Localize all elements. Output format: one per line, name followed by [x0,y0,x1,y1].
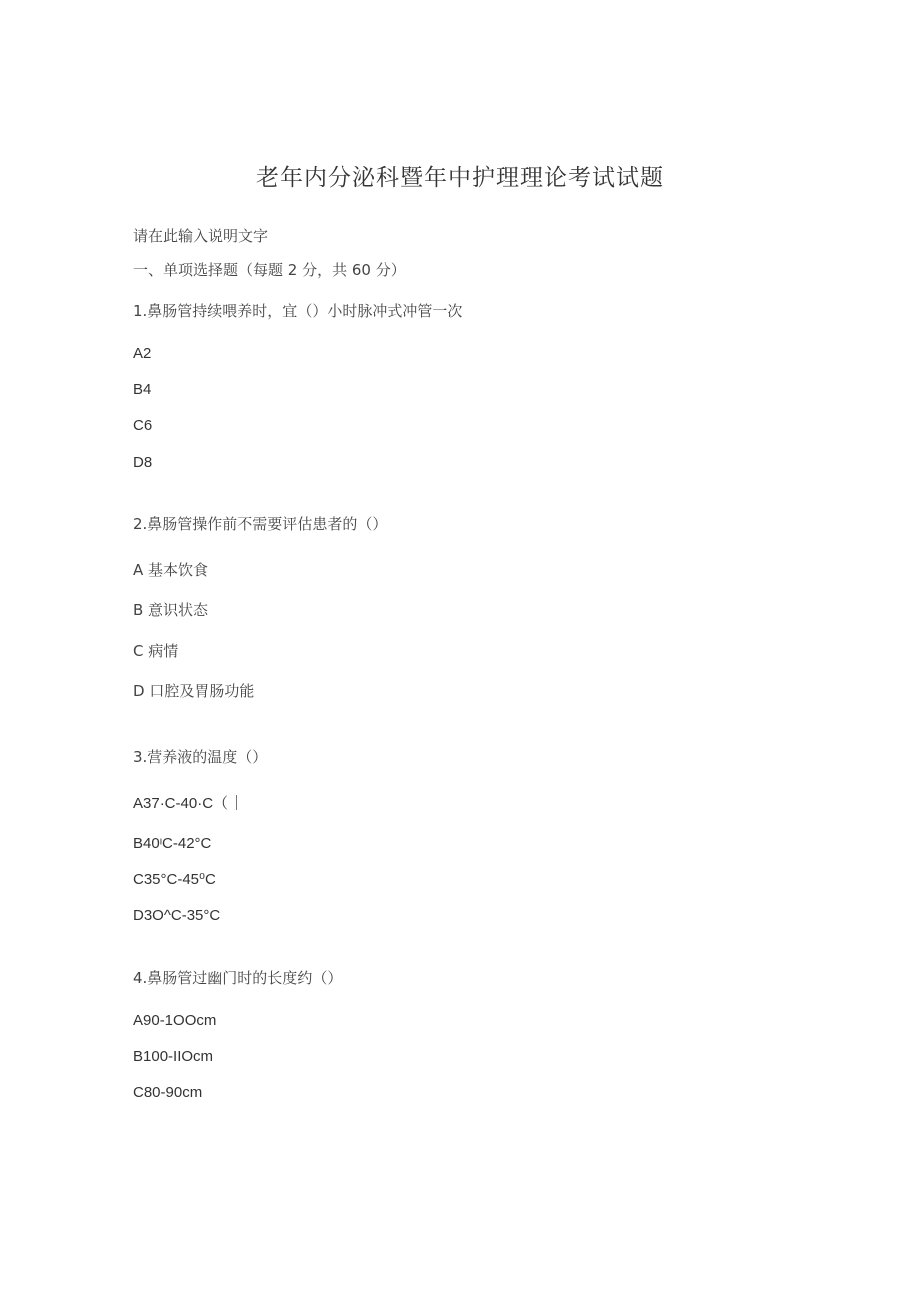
question-3-option-c: C35°C-45⁰C [133,871,216,888]
question-2-option-c: C 病情 [133,642,179,660]
question-3-option-d: D3O^C-35°C [133,907,221,924]
question-1-option-b: B4 [133,381,152,398]
question-2-option-b: B 意识状态 [133,601,209,619]
question-1-option-d: D8 [133,454,153,471]
question-2-option-d: D 口腔及胃肠功能 [133,682,255,700]
question-2-option-a: A 基本饮食 [133,561,209,579]
section-heading: 一、单项选择题（每题 2 分，共 60 分） [133,261,406,279]
question-1-option-a: A2 [133,345,152,362]
question-1-stem: 1.鼻肠管持续喂养时，宜（）小时脉冲式冲管一次 [133,302,463,320]
question-1-option-c: C6 [133,417,153,434]
document-title: 老年内分泌科暨年中护理理论考试试题 [256,165,664,191]
question-4-stem: 4.鼻肠管过幽门时的长度约（） [133,969,343,987]
question-2-stem: 2.鼻肠管操作前不需要评估患者的（） [133,515,388,533]
question-3-option-b: B40ᶦC-42°C [133,835,212,852]
question-3-option-a: A37·C-40·C（ [133,795,229,812]
question-4-option-c: C80-90cm [133,1084,203,1101]
question-3-option-a-row [133,794,237,814]
question-4-option-b: B100-IIOcm [133,1048,214,1065]
question-3-stem: 3.营养液的温度（） [133,748,268,766]
question-4-option-a: A90-1OOcm [133,1012,217,1029]
instruction-text: 请在此输入说明文字 [133,227,269,245]
text-cursor-mark [236,795,237,810]
